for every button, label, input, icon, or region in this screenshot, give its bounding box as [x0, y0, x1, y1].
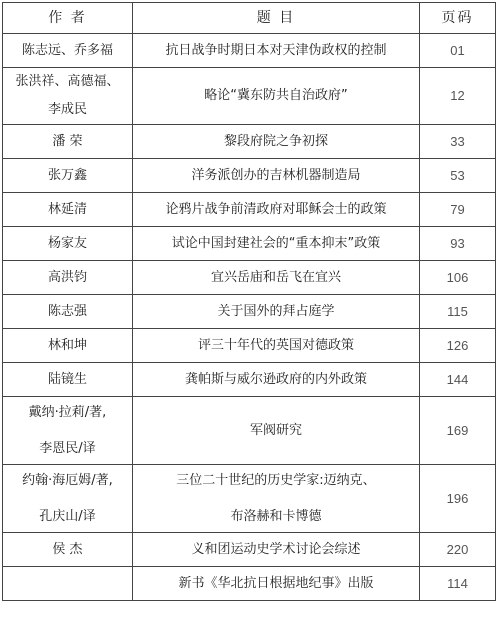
title-cell — [133, 68, 420, 125]
page-cell: 220 — [420, 533, 496, 567]
title-header: 题 目 — [133, 3, 420, 34]
author-cell-line: 高洪钧 — [47, 269, 87, 285]
title-cell — [133, 465, 420, 533]
author-cell — [3, 227, 133, 261]
author-cell-line: 侯 杰 — [52, 541, 83, 557]
page-header: 页码 — [420, 3, 496, 34]
title-cell — [133, 159, 420, 193]
header-row — [3, 3, 496, 34]
author-cell — [3, 397, 133, 465]
author-cell — [3, 34, 133, 68]
table-row — [3, 397, 496, 465]
title-cell — [133, 363, 420, 397]
author-cell-line: 孔庆山/译 — [39, 508, 96, 524]
title-cell — [133, 261, 420, 295]
title-cell-line: 三位二十世纪的历史学家:迈纳克、 — [176, 472, 376, 488]
author-cell — [3, 261, 133, 295]
page-cell: 106 — [420, 261, 496, 295]
page-cell: 196 — [420, 465, 496, 533]
author-cell — [3, 125, 133, 159]
title-cell-line: 军阀研究 — [249, 422, 302, 438]
table-row — [3, 68, 496, 125]
page-cell: 126 — [420, 329, 496, 363]
title-cell-line: 布洛赫和卡博德 — [230, 508, 322, 524]
page-cell: 169 — [420, 397, 496, 465]
author-cell — [3, 295, 133, 329]
title-cell-line: 论鸦片战争前清政府对耶稣会士的政策 — [165, 201, 387, 217]
author-cell-line: 张洪祥、高德福、 — [15, 74, 120, 89]
table-row — [3, 465, 496, 533]
author-cell-line: 潘 荣 — [52, 133, 83, 149]
title-cell-line: 略论“冀东防共自治政府” — [204, 88, 348, 103]
title-cell-line: 关于国外的拜占庭学 — [217, 303, 335, 319]
title-cell-line: 试论中国封建社会的“重本抑末”政策 — [171, 235, 381, 251]
author-cell-line: 约翰·海厄姆/著, — [22, 472, 113, 488]
page-cell: 115 — [420, 295, 496, 329]
page-cell: 01 — [420, 34, 496, 68]
title-cell-line: 义和团运动史学术讨论会综述 — [191, 541, 361, 557]
page-cell: 12 — [420, 68, 496, 125]
table-row — [3, 329, 496, 363]
title-cell — [133, 567, 420, 601]
page-cell: 33 — [420, 125, 496, 159]
table-body — [3, 34, 496, 601]
table-row — [3, 567, 496, 601]
author-cell-line: 戴纳·拉莉/著, — [28, 404, 107, 420]
table-row — [3, 295, 496, 329]
author-cell-line: 陆镜生 — [47, 371, 87, 387]
title-cell — [133, 227, 420, 261]
title-cell-line: 抗日战争时期日本对天津伪政权的控制 — [165, 42, 387, 58]
author-cell — [3, 567, 133, 601]
table-row — [3, 363, 496, 397]
author-cell — [3, 329, 133, 363]
author-cell-line: 林和坤 — [47, 337, 87, 353]
page-cell: 114 — [420, 567, 496, 601]
title-cell-line: 龚帕斯与威尔逊政府的内外政策 — [184, 371, 367, 387]
title-cell — [133, 34, 420, 68]
table-row — [3, 227, 496, 261]
title-cell — [133, 295, 420, 329]
title-cell — [133, 397, 420, 465]
author-cell — [3, 533, 133, 567]
title-cell-line: 评三十年代的英国对德政策 — [197, 337, 354, 353]
author-cell — [3, 193, 133, 227]
page-cell: 79 — [420, 193, 496, 227]
title-cell — [133, 329, 420, 363]
table-row — [3, 261, 496, 295]
table-row — [3, 34, 496, 68]
title-cell-line: 黎段府院之争初探 — [223, 133, 328, 149]
author-cell-line: 李成民 — [47, 102, 87, 117]
title-cell-line: 新书《华北抗日根据地纪事》出版 — [178, 575, 374, 591]
author-cell-line: 陈志远、乔多福 — [21, 42, 113, 58]
title-cell-line: 洋务派创办的吉林机器制造局 — [191, 167, 361, 183]
page-cell: 53 — [420, 159, 496, 193]
table-row — [3, 159, 496, 193]
page-cell: 144 — [420, 363, 496, 397]
author-cell-line: 陈志强 — [47, 303, 87, 319]
author-cell-line: 林延清 — [47, 201, 87, 217]
title-cell-line: 宜兴岳庙和岳飞在宜兴 — [210, 269, 341, 285]
author-cell-line: 张万鑫 — [47, 167, 87, 183]
title-cell — [133, 193, 420, 227]
author-cell — [3, 159, 133, 193]
table-row — [3, 533, 496, 567]
table-row — [3, 125, 496, 159]
author-cell — [3, 465, 133, 533]
author-cell-line: 李恩民/译 — [39, 440, 96, 456]
title-cell — [133, 125, 420, 159]
author-cell-line: 杨家友 — [47, 235, 87, 251]
table-row — [3, 193, 496, 227]
contents-table — [2, 2, 496, 601]
title-cell — [133, 533, 420, 567]
page-cell: 93 — [420, 227, 496, 261]
author-cell — [3, 68, 133, 125]
author-cell — [3, 363, 133, 397]
author-header: 作 者 — [3, 3, 133, 34]
